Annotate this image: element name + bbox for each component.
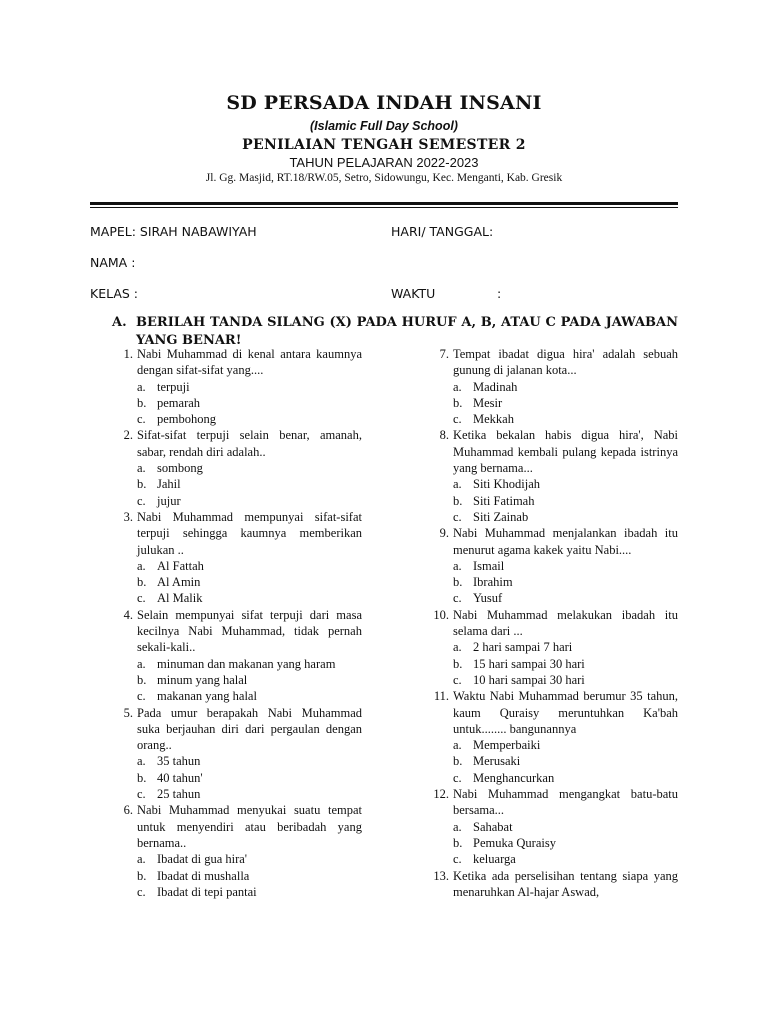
option-letter: a. — [137, 379, 146, 394]
answer-option[interactable] — [112, 493, 362, 509]
question-number: 2. — [123, 428, 133, 443]
option-letter: a. — [137, 852, 146, 867]
question-text: Nabi Muhammad menjalankan ibadah itu menurut agama kakek yaitu Nabi.... — [453, 526, 678, 557]
answer-option[interactable] — [112, 851, 362, 867]
question-text: Pada umur berapakah Nabi Muhammad suka berjauhan diri dari pergaulan dengan orang.. — [137, 705, 362, 753]
option-text: Jahil — [157, 477, 181, 492]
school-name: SD PERSADA INDAH INSANI — [226, 92, 542, 114]
question-number: 10. — [433, 607, 449, 622]
option-letter: c. — [453, 672, 462, 687]
answer-option[interactable] — [428, 770, 678, 786]
option-letter: c. — [453, 509, 462, 524]
question-text: Nabi Muhammad mengangkat batu-batu bersama... — [453, 787, 678, 818]
question-text: Nabi Muhammad mempunyai sifat-sifat terpuji sehingga kaumnya memberikan julukan .. — [137, 509, 362, 557]
option-text: Ibadat di tepi pantai — [157, 884, 257, 899]
option-text: 10 hari sampai 30 hari — [473, 672, 585, 687]
option-text: pemarah — [157, 395, 201, 410]
option-text: Ibadat di mushalla — [157, 868, 250, 883]
answer-option[interactable] — [428, 493, 678, 509]
option-letter: a. — [137, 461, 146, 476]
question-item — [428, 525, 678, 558]
option-text: makanan yang halal — [157, 689, 257, 704]
question-item — [112, 607, 362, 656]
answer-option[interactable] — [112, 574, 362, 590]
option-letter: c. — [137, 787, 146, 802]
question-item — [428, 786, 678, 819]
question-item — [112, 802, 362, 851]
option-text: sombong — [157, 461, 203, 476]
option-text: minum yang halal — [157, 672, 248, 687]
question-text: Waktu Nabi Muhammad berumur 35 tahun, kaum Quraisy meruntuhkan Ka'bah untuk........ bangunannya — [453, 689, 678, 736]
question-text: Sifat-sifat terpuji selain benar, amanah, sabar, rendah diri adalah.. — [137, 428, 362, 459]
option-text: Mekkah — [473, 412, 514, 427]
option-text: Pemuka Quraisy — [473, 835, 556, 850]
question-item — [112, 509, 362, 558]
answer-option[interactable] — [112, 753, 362, 769]
option-letter: c. — [137, 412, 146, 427]
answer-option[interactable] — [428, 395, 678, 411]
answer-option[interactable] — [112, 868, 362, 884]
answer-option[interactable] — [428, 379, 678, 395]
option-text: jujur — [157, 493, 181, 508]
option-letter: a. — [453, 558, 462, 573]
answer-option[interactable] — [112, 379, 362, 395]
option-letter: c. — [137, 884, 146, 899]
name-field: NAMA : — [90, 255, 136, 270]
question-number: 5. — [123, 705, 133, 720]
question-text: Ketika ada perselisihan tentang siapa yang menaruhkan Al-hajar Aswad, — [453, 868, 678, 899]
question-text: Nabi Muhammad di kenal antara kaumnya dengan sifat-sifat yang.... — [137, 347, 362, 378]
answer-option[interactable] — [112, 884, 362, 900]
option-letter: b. — [453, 754, 463, 769]
question-number: 6. — [123, 803, 133, 818]
questions-left-column — [112, 346, 362, 900]
answer-option[interactable] — [112, 395, 362, 411]
time-field-colon: : — [497, 286, 502, 301]
header-divider-thin — [90, 207, 678, 208]
answer-option[interactable] — [428, 639, 678, 655]
option-letter: b. — [137, 770, 147, 785]
option-text: Memperbaiki — [473, 738, 541, 753]
option-text: minuman dan makanan yang haram — [157, 656, 336, 671]
option-letter: b. — [137, 477, 147, 492]
question-number: 13. — [433, 868, 449, 883]
answer-option[interactable] — [112, 558, 362, 574]
answer-option[interactable] — [112, 770, 362, 786]
question-item — [428, 688, 678, 737]
option-letter: c. — [453, 591, 462, 606]
option-text: 40 tahun' — [157, 770, 203, 785]
time-field-label: WAKTU — [391, 286, 436, 301]
option-text: Mesir — [473, 395, 503, 410]
section-text: BERILAH TANDA SILANG (X) PADA HURUF A, B, ATAU C PADA JAWABAN YANG BENAR! — [136, 315, 678, 348]
answer-option[interactable] — [112, 656, 362, 672]
header-divider-thick — [90, 202, 678, 205]
option-text: keluarga — [473, 852, 516, 867]
answer-option[interactable] — [428, 574, 678, 590]
answer-option[interactable] — [428, 656, 678, 672]
question-number: 1. — [123, 347, 133, 361]
question-item — [112, 427, 362, 460]
option-letter: a. — [453, 379, 462, 394]
question-item — [112, 346, 362, 379]
answer-option[interactable] — [428, 851, 678, 867]
answer-option[interactable] — [112, 672, 362, 688]
answer-option[interactable] — [428, 590, 678, 606]
option-letter: c. — [137, 493, 146, 508]
answer-option[interactable] — [112, 590, 362, 606]
class-field: KELAS : — [90, 286, 139, 301]
option-text: Merusaki — [473, 754, 521, 769]
question-number: 4. — [123, 607, 133, 622]
answer-option[interactable] — [112, 688, 362, 704]
academic-year: TAHUN PELAJARAN 2022-2023 — [289, 155, 479, 170]
option-letter: b. — [453, 656, 463, 671]
answer-option[interactable] — [428, 476, 678, 492]
option-text: Ibrahim — [473, 575, 513, 590]
option-text: Siti Fatimah — [473, 493, 535, 508]
option-letter: a. — [137, 754, 146, 769]
option-letter: b. — [137, 395, 147, 410]
question-text: Selain mempunyai sifat terpuji dari masa kecilnya Nabi Muhammad, tidak pernah sekali-kali.. — [137, 607, 362, 655]
option-text: Ibadat di gua hira' — [157, 852, 248, 867]
question-text: Nabi Muhammad menyukai suatu tempat untuk menyendiri atau beribadah yang bernama.. — [137, 803, 362, 850]
question-item — [428, 427, 678, 476]
option-letter: c. — [453, 412, 462, 427]
option-text: 2 hari sampai 7 hari — [473, 640, 573, 655]
question-item — [428, 346, 678, 379]
questions-right-column — [428, 346, 678, 900]
answer-option[interactable] — [428, 819, 678, 835]
option-text: terpuji — [157, 379, 190, 394]
question-number: 11. — [433, 689, 449, 704]
option-text: Siti Zainab — [473, 509, 529, 524]
answer-option[interactable] — [428, 411, 678, 427]
option-letter: c. — [137, 689, 146, 704]
option-letter: b. — [453, 395, 463, 410]
option-text: Al Fattah — [157, 558, 204, 573]
option-letter: b. — [137, 868, 147, 883]
option-text: Al Malik — [157, 591, 203, 606]
option-text: 15 hari sampai 30 hari — [473, 656, 585, 671]
option-text: Ismail — [473, 558, 505, 573]
option-text: 35 tahun — [157, 754, 201, 769]
document-header — [0, 92, 768, 184]
option-text: Siti Khodijah — [473, 477, 541, 492]
option-letter: b. — [137, 575, 147, 590]
option-text: pembohong — [157, 412, 217, 427]
school-subtitle: (Islamic Full Day School) — [310, 119, 458, 133]
answer-option[interactable] — [428, 753, 678, 769]
question-text: Tempat ibadat digua hira' adalah sebuah gunung di jalanan kota... — [453, 347, 678, 378]
question-number: 3. — [123, 509, 133, 524]
option-letter: a. — [453, 640, 462, 655]
option-letter: c. — [453, 852, 462, 867]
answer-option[interactable] — [428, 558, 678, 574]
question-text: Nabi Muhammad melakukan ibadah itu selama dari ... — [453, 607, 678, 639]
answer-option[interactable] — [428, 835, 678, 851]
school-address: Jl. Gg. Masjid, RT.18/RW.05, Setro, Sidowungu, Kec. Menganti, Kab. Gresik — [205, 172, 563, 184]
answer-option[interactable] — [428, 737, 678, 753]
option-text: Yusuf — [473, 591, 503, 606]
question-number: 8. — [439, 428, 449, 443]
option-letter: a. — [137, 656, 146, 671]
option-letter: b. — [137, 672, 147, 687]
date-field: HARI/ TANGGAL: — [391, 224, 494, 239]
option-text: Menghancurkan — [473, 770, 555, 785]
option-letter: c. — [453, 770, 462, 785]
option-letter: b. — [453, 493, 463, 508]
question-number: 12. — [433, 787, 449, 802]
answer-option[interactable] — [112, 476, 362, 492]
option-letter: a. — [453, 738, 462, 753]
option-text: Al Amin — [157, 575, 201, 590]
option-letter: a. — [453, 477, 462, 492]
section-letter: A. — [112, 315, 127, 330]
question-text: Ketika bekalan habis digua hira', Nabi Muhammad kembali pulang kepada istrinya yang bernama... — [453, 428, 678, 476]
question-number: 9. — [439, 526, 449, 541]
question-item — [428, 607, 678, 640]
answer-option[interactable] — [112, 786, 362, 802]
option-letter: b. — [453, 575, 463, 590]
option-letter: c. — [137, 591, 146, 606]
question-item — [112, 705, 362, 754]
option-letter: a. — [453, 819, 462, 834]
option-text: 25 tahun — [157, 787, 201, 802]
exam-title: PENILAIAN TENGAH SEMESTER 2 — [242, 137, 526, 153]
option-text: Madinah — [473, 379, 518, 394]
question-item — [428, 868, 678, 901]
section-instruction — [112, 314, 678, 350]
option-letter: b. — [453, 835, 463, 850]
answer-option[interactable] — [428, 509, 678, 525]
option-text: Sahabat — [473, 819, 513, 834]
answer-option[interactable] — [428, 672, 678, 688]
answer-option[interactable] — [112, 460, 362, 476]
question-number: 7. — [439, 347, 449, 361]
answer-option[interactable] — [112, 411, 362, 427]
subject-field: MAPEL: SIRAH NABAWIYAH — [90, 224, 257, 239]
option-letter: a. — [137, 558, 146, 573]
